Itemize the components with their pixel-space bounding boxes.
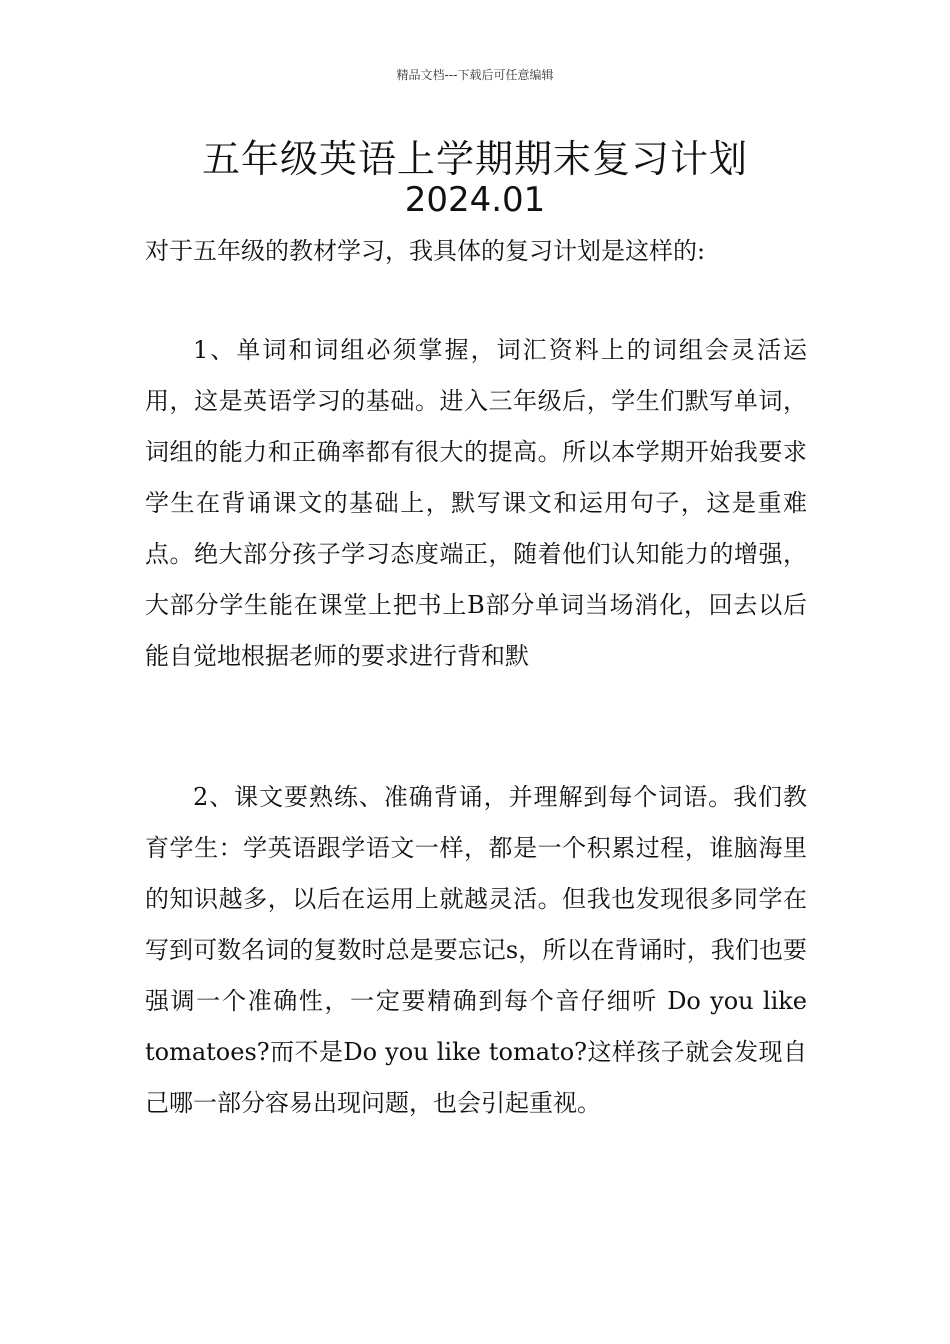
document-date: 2024.01 xyxy=(404,180,546,220)
document-title: 五年级英语上学期期末复习计划 xyxy=(201,137,748,181)
paragraph-1: 1、单词和词组必须掌握，词汇资料上的词组会灵活运用，这是英语学习的基础。进入三年级后，学生们默写单词，词组的能力和正确率都有很大的提高。所以本学期开始我要求学生在背诵课文的基础上，默写课文和运用句子，这是重难点。绝大部分孩子学习态度端正，随着他们认知能力的增强，大部分学生能在课堂上把书上B部分单词当场消化，回去以后能自觉地根据老师的要求进行背和默 xyxy=(145,336,807,670)
intro-paragraph: 对于五年级的教材学习，我具体的复习计划是这样的: xyxy=(145,237,706,265)
page-header: 精品文档---下载后可任意编辑 xyxy=(396,68,554,82)
paragraph-2: 2、课文要熟练、准确背诵，并理解到每个词语。我们教育学生：学英语跟学语文一样，都是一个积累过程，谁脑海里的知识越多，以后在运用上就越灵活。但我也发现很多同学在写到可数名词的复数时总是要忘记s，所以在背诵时，我们也要强调一个准确性，一定要精确到每个音仔细听 Do you like tomatoes?而不是Do you like tomato?这样孩子就会发现自己哪一部分容易出现问题，也会引起重视。 xyxy=(145,783,807,1117)
